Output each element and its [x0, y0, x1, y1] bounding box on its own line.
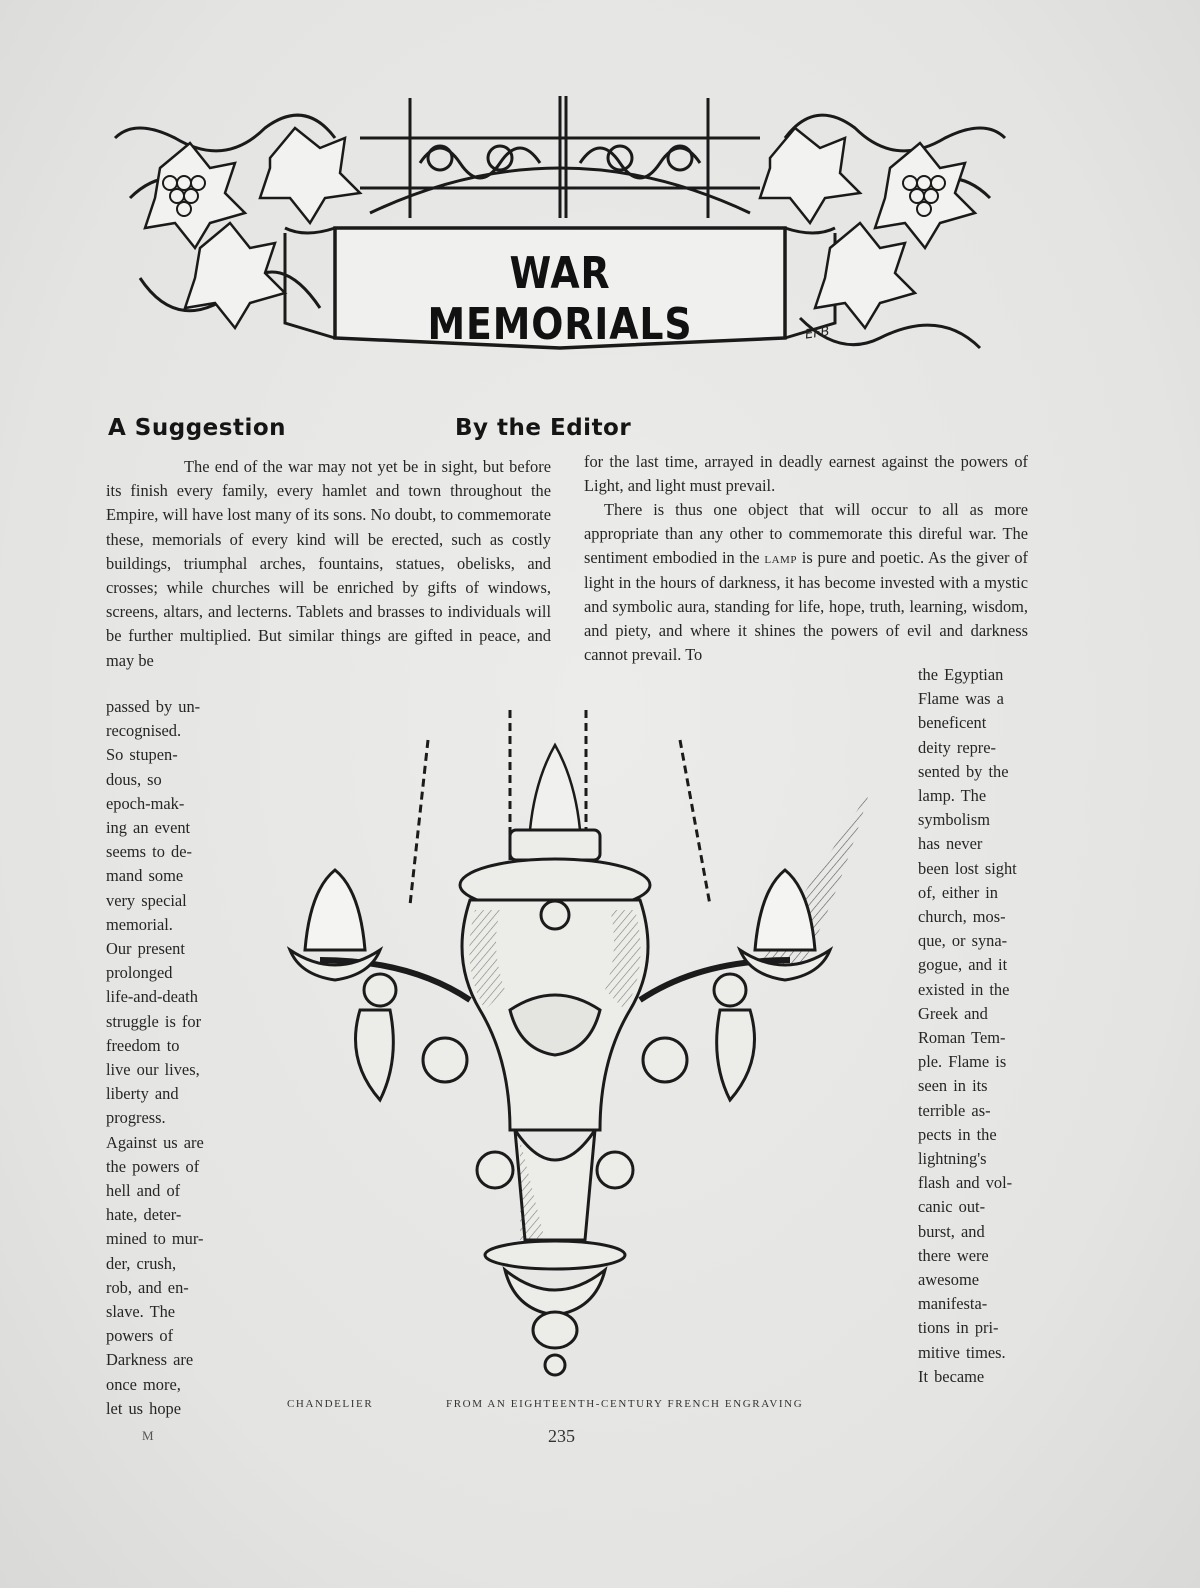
right-column-line: sented by the	[918, 761, 1009, 781]
left-column-line: seems to de-	[106, 842, 192, 862]
right-column-line: que, or syna-	[918, 931, 1008, 951]
right-column-line: mitive times.	[918, 1342, 1006, 1362]
right-column-line: pects in the	[918, 1124, 997, 1144]
right-column-line: gogue, and it	[918, 955, 1008, 975]
left-column-line: progress.	[106, 1108, 166, 1128]
artist-monogram: EFB	[804, 324, 831, 343]
left-column-line: struggle is for	[106, 1011, 202, 1031]
paragraph-3	[584, 498, 1028, 667]
left-column-line: hell and of	[106, 1181, 181, 1201]
right-column-line: beneficent	[918, 713, 987, 733]
left-column-line: mined to mur-	[106, 1229, 204, 1249]
left-column-line: Darkness are	[106, 1350, 194, 1370]
paragraph-3-part-b: is pure and poetic. As the giver of light in the hours of darkness, it has become invested with a mystic and symbolic aura, standing for life, hope, truth, learning, wisdom, and piety, and where it shines the powers of evil and darkness cannot prevail. To	[584, 548, 1028, 665]
right-column-line: symbolism	[918, 810, 990, 830]
right-column-line: there were	[918, 1245, 989, 1265]
caption-title: CHANDELIER	[287, 1398, 374, 1410]
chandelier-illustration	[260, 700, 900, 1390]
right-column-line: seen in its	[918, 1076, 988, 1096]
right-column-line: flash and vol-	[918, 1173, 1013, 1193]
left-column-line: powers of	[106, 1326, 174, 1346]
paragraph-3-part-a: There is thus one object that will occur to all as more appropriate than any other to commemorate this direful war. The sentiment embodied in the	[584, 500, 1028, 568]
right-column-line: burst, and	[918, 1221, 985, 1241]
right-column-line: It became	[918, 1366, 985, 1386]
article-subtitle: A Suggestion	[108, 415, 287, 441]
right-column-line: lightning's	[918, 1149, 987, 1169]
right-column-line: tions in pri-	[918, 1318, 999, 1338]
left-column-line: life-and-death	[106, 987, 198, 1007]
left-column-line: hate, deter-	[106, 1205, 182, 1225]
right-column-line: the Egyptian	[918, 665, 1004, 684]
right-column-line: deity repre-	[918, 737, 996, 757]
left-column-line: Our present	[106, 939, 185, 959]
left-column-line: the powers of	[106, 1156, 200, 1176]
right-column-line: Flame was a	[918, 689, 1004, 709]
left-column-line: very special	[106, 890, 187, 910]
left-text-column	[106, 695, 218, 1421]
right-column-line: existed in the	[918, 979, 1010, 999]
caption-source: FROM AN EIGHTEENTH-CENTURY FRENCH ENGRAVING	[446, 1398, 804, 1410]
right-column-line: lamp. The	[918, 786, 987, 806]
right-column-line: ple. Flame is	[918, 1052, 1007, 1072]
left-column-line: Against us are	[106, 1132, 204, 1152]
left-column-line: epoch-mak-	[106, 793, 185, 813]
right-column-line: terrible as-	[918, 1100, 991, 1120]
left-column-line: So stupen-	[106, 745, 178, 765]
header-ornament	[110, 88, 1010, 368]
left-column-line: freedom to	[106, 1035, 180, 1055]
signature-mark: M	[142, 1428, 154, 1443]
paragraph-1: The end of the war may not yet be in sight, but before its finish every family, every hamlet and town throughout the Empire, will have lost many of its sons. No doubt, to commemorate these, memorials of every kind will be erected, such as costly buildings, triumphal arches, fountains, statues, obelisks, and crosses; while churches will be enriched by gifts of windows, screens, altars, and lecterns. Tablets and brasses to individuals will be further multiplied. But similar things are gifted in peace, and may be	[106, 457, 551, 670]
left-column-line: liberty and	[106, 1084, 179, 1104]
paragraph-2: for the last time, arrayed in deadly earnest against the powers of Light, and light must prevail.	[584, 452, 1028, 496]
left-column-line: let us hope	[106, 1398, 182, 1418]
left-column-line: once more,	[106, 1374, 181, 1394]
right-column-line: of, either in	[918, 882, 999, 902]
right-column-line: awesome	[918, 1270, 979, 1290]
right-column-line: has never	[918, 834, 983, 854]
left-column-line: memorial.	[106, 914, 173, 934]
left-column-line: passed by un-	[106, 697, 201, 716]
left-column-line: rob, and en-	[106, 1277, 189, 1297]
right-text-column	[918, 663, 1030, 1389]
left-column-line: slave. The	[106, 1302, 176, 1322]
right-column-line: Roman Tem-	[918, 1028, 1006, 1048]
lamp-word: lamp	[764, 548, 797, 568]
left-column-line: der, crush,	[106, 1253, 177, 1273]
right-column-line: church, mos-	[918, 907, 1006, 927]
page-number: 235	[548, 1426, 575, 1446]
left-column-line: dous, so	[106, 769, 162, 789]
right-column-line: been lost sight	[918, 858, 1017, 878]
right-column-line: Greek and	[918, 1003, 988, 1023]
left-column-line: prolonged	[106, 963, 173, 983]
article-byline: By the Editor	[455, 415, 632, 441]
left-column-line: ing an event	[106, 818, 191, 838]
right-column-line: manifesta-	[918, 1294, 988, 1314]
left-column-line: recognised.	[106, 721, 182, 741]
page-title: WAR MEMORIALS	[427, 248, 693, 350]
right-column-line: canic out-	[918, 1197, 986, 1217]
left-column-line: live our lives,	[106, 1060, 200, 1080]
left-column-line: mand some	[106, 866, 184, 886]
